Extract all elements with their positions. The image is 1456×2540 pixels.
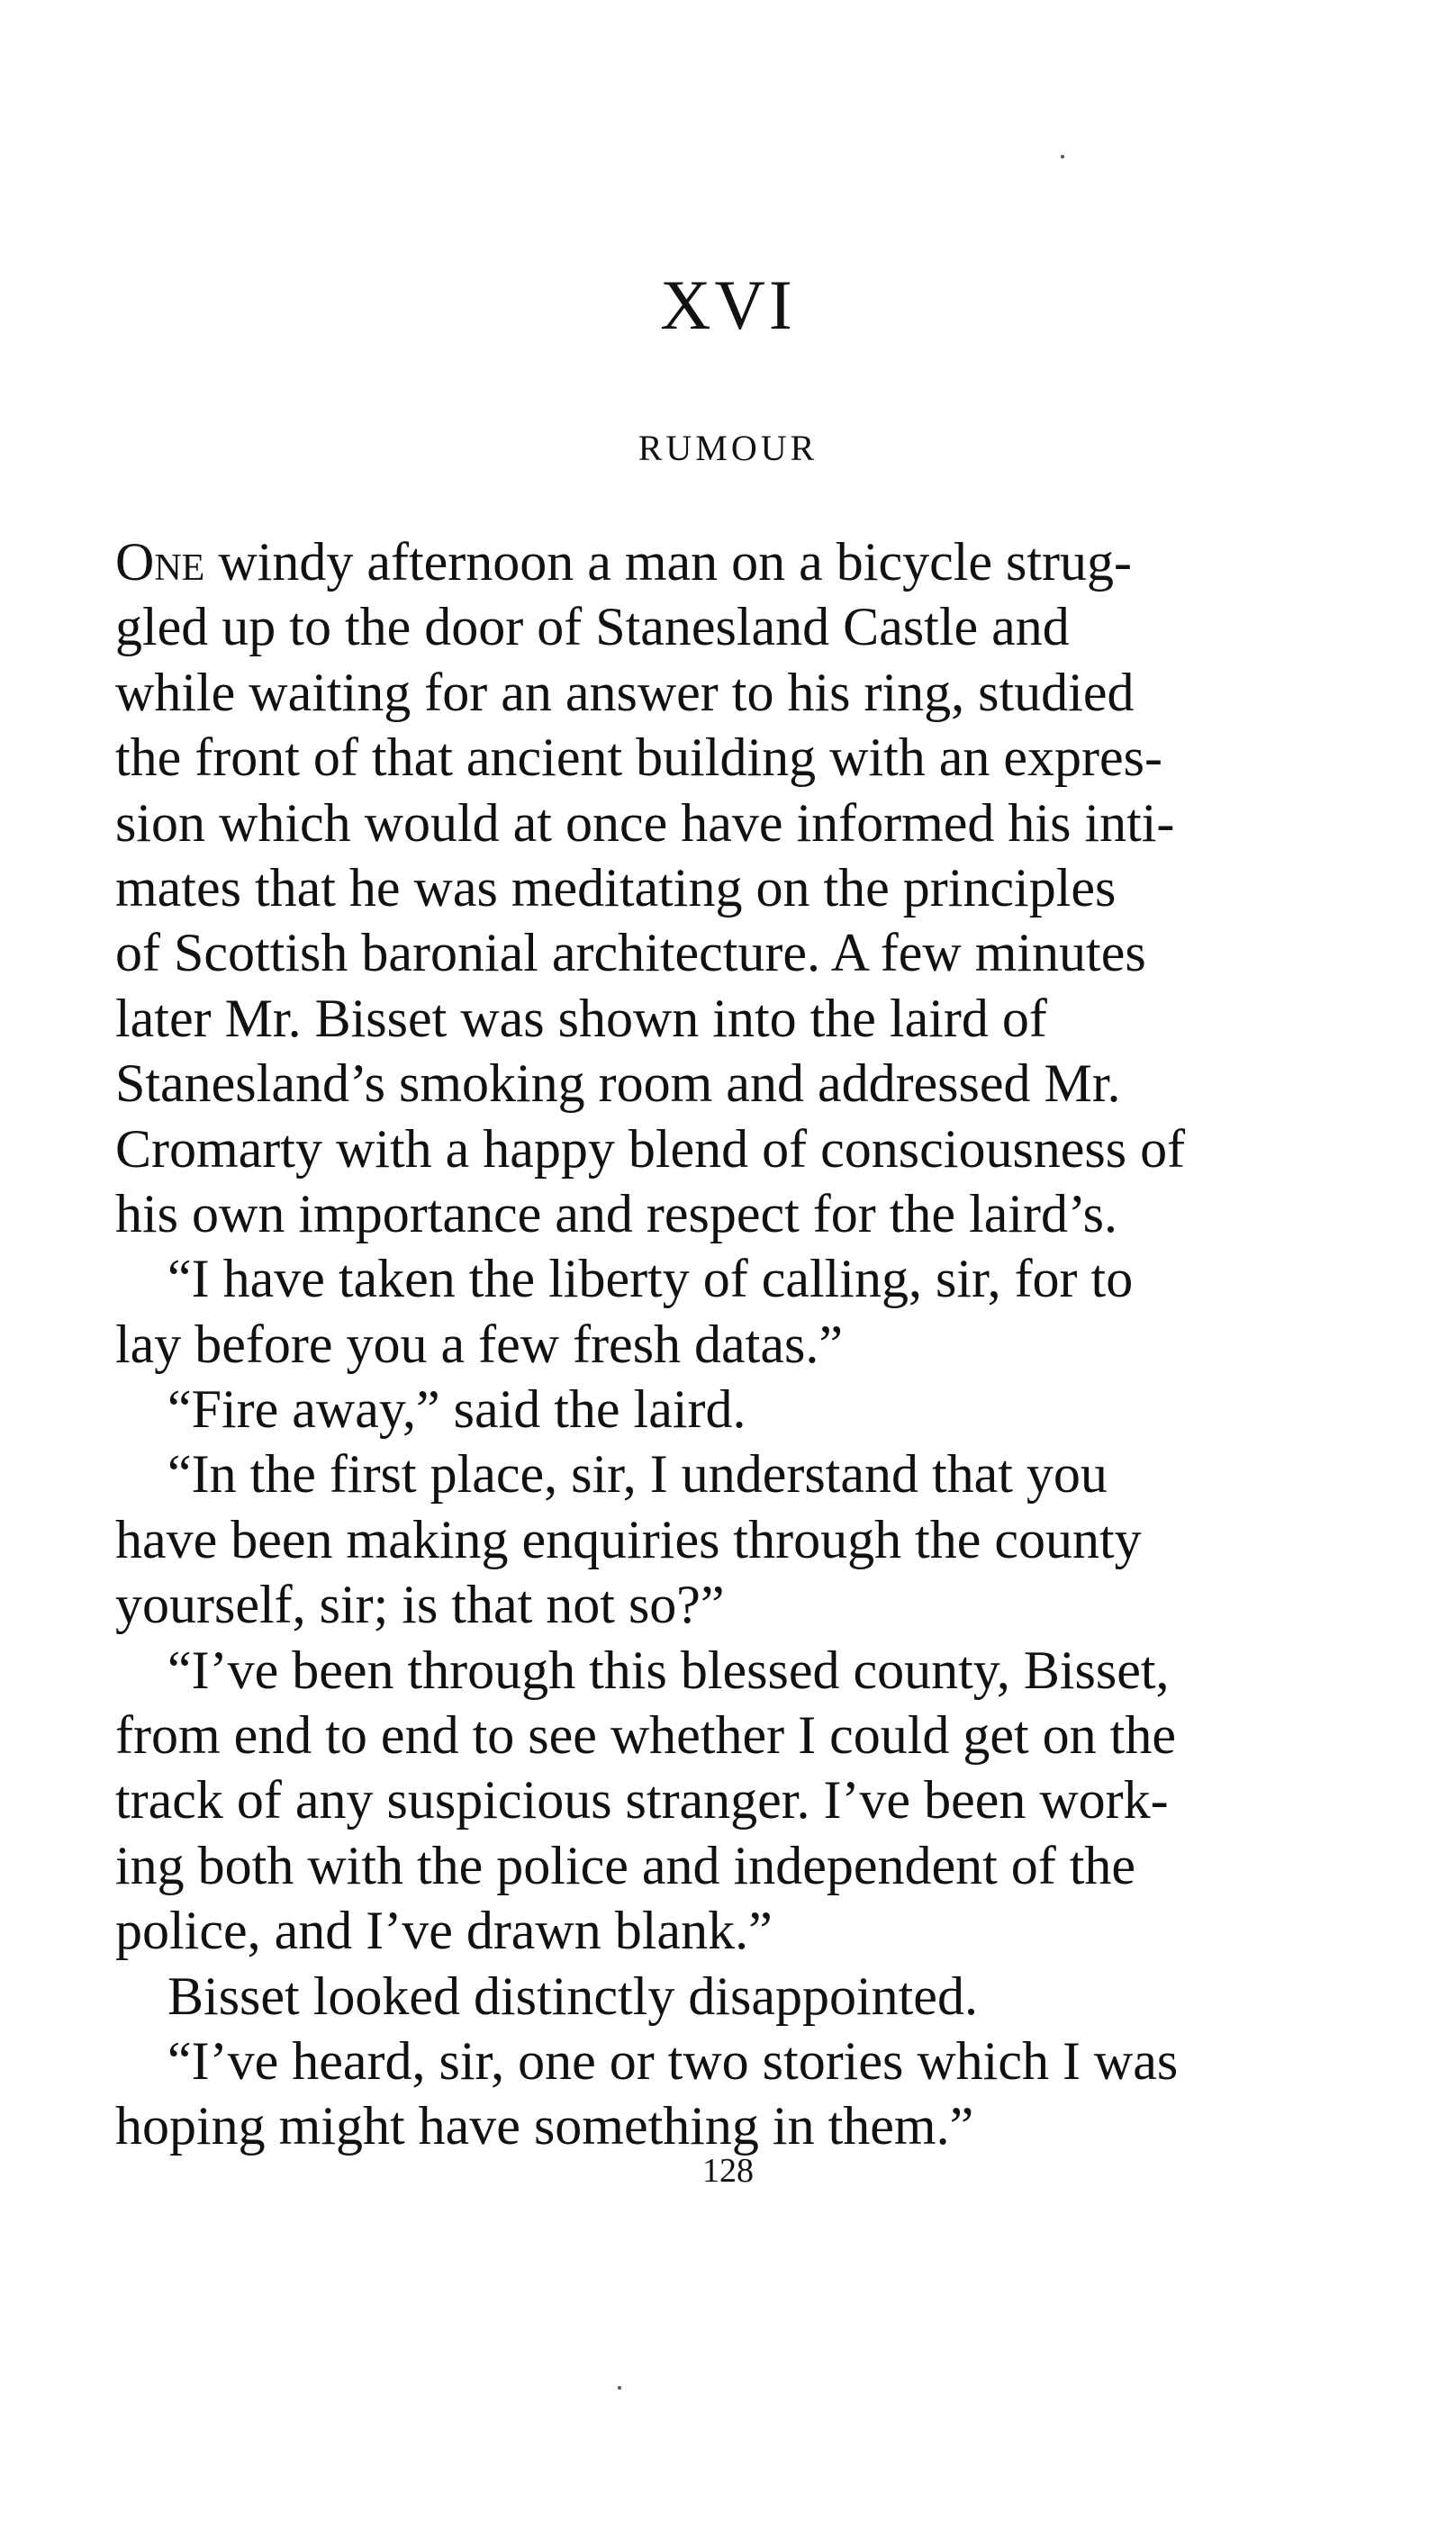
text-line (115, 660, 1354, 725)
text-line-content: ing both with the police and independent of the (115, 1835, 1136, 1895)
text-line (115, 1833, 1354, 1898)
text-line (115, 2029, 1354, 2093)
text-line-content: of Scottish baronial architecture. A few minutes (115, 923, 1146, 983)
text-line-content: windy afternoon a man on a bicycle strug- (218, 532, 1132, 592)
text-line (115, 1312, 1354, 1377)
chapter-title: RUMOUR (638, 428, 818, 468)
text-line-content: “Fire away,” said the laird. (167, 1379, 746, 1440)
text-line (115, 1181, 1354, 1246)
text-line-content: “I have taken the liberty of calling, sir, for to (167, 1249, 1134, 1309)
text-line-content: track of any suspicious stranger. I’ve been work- (115, 1770, 1169, 1830)
text-line-content: Stanesland’s smoking room and addressed Mr. (115, 1053, 1121, 1114)
text-line (115, 855, 1354, 920)
paper-speck (618, 2386, 621, 2390)
text-line (115, 1377, 1354, 1442)
paper-speck (1061, 155, 1064, 158)
text-line (115, 920, 1354, 985)
text-line-content: police, and I’ve drawn blank.” (115, 1901, 773, 1961)
text-line (115, 1572, 1354, 1637)
text-line (115, 1703, 1354, 1767)
text-line (115, 725, 1354, 790)
text-line (115, 1051, 1354, 1116)
page-number: 128 (702, 2152, 754, 2190)
text-line-content: Bisset looked distinctly disappointed. (167, 1966, 978, 2026)
text-line (115, 1507, 1354, 1572)
text-line-content: mates that he was meditating on the principles (115, 857, 1117, 917)
text-line-content: “I’ve been through this blessed county, Bisset, (167, 1640, 1170, 1700)
text-line (115, 1638, 1354, 1703)
text-line-content: gled up to the door of Stanesland Castle and (115, 597, 1070, 657)
text-line-content: later Mr. Bisset was shown into the laird of (115, 988, 1047, 1048)
text-line (115, 529, 1354, 594)
text-line (115, 791, 1354, 855)
text-line (115, 1964, 1354, 2029)
text-line-content: from end to end to see whether I could get on the (115, 1705, 1176, 1766)
text-line (115, 1898, 1354, 1963)
text-line-content: have been making enquiries through the county (115, 1509, 1142, 1569)
text-line (115, 986, 1354, 1051)
text-line-content: lay before you a few fresh datas.” (115, 1314, 843, 1374)
text-line (115, 1767, 1354, 1832)
text-line-content: Cromarty with a happy blend of consciousness of (115, 1118, 1186, 1179)
text-line (115, 1442, 1354, 1506)
chapter-body (115, 529, 1354, 2159)
text-line-content: “I’ve heard, sir, one or two stories which I was (167, 2030, 1179, 2091)
text-line-content: “In the first place, sir, I understand that you (167, 1444, 1108, 1505)
text-line-content: yourself, sir; is that not so?” (115, 1575, 725, 1635)
text-line-content: sion which would at once have informed his inti- (115, 792, 1175, 853)
opening-word: One (115, 532, 205, 592)
text-line (115, 594, 1354, 659)
text-line-content: while waiting for an answer to his ring, studied (115, 662, 1135, 722)
text-line-content: the front of that ancient building with an expres- (115, 728, 1162, 788)
chapter-number: XVI (660, 266, 796, 344)
text-line (115, 1246, 1354, 1311)
text-line-content: hoping might have something in them.” (115, 2096, 974, 2156)
text-line-content: his own importance and respect for the laird’s. (115, 1183, 1117, 1243)
text-line (115, 2093, 1354, 2158)
text-line (115, 1116, 1354, 1181)
